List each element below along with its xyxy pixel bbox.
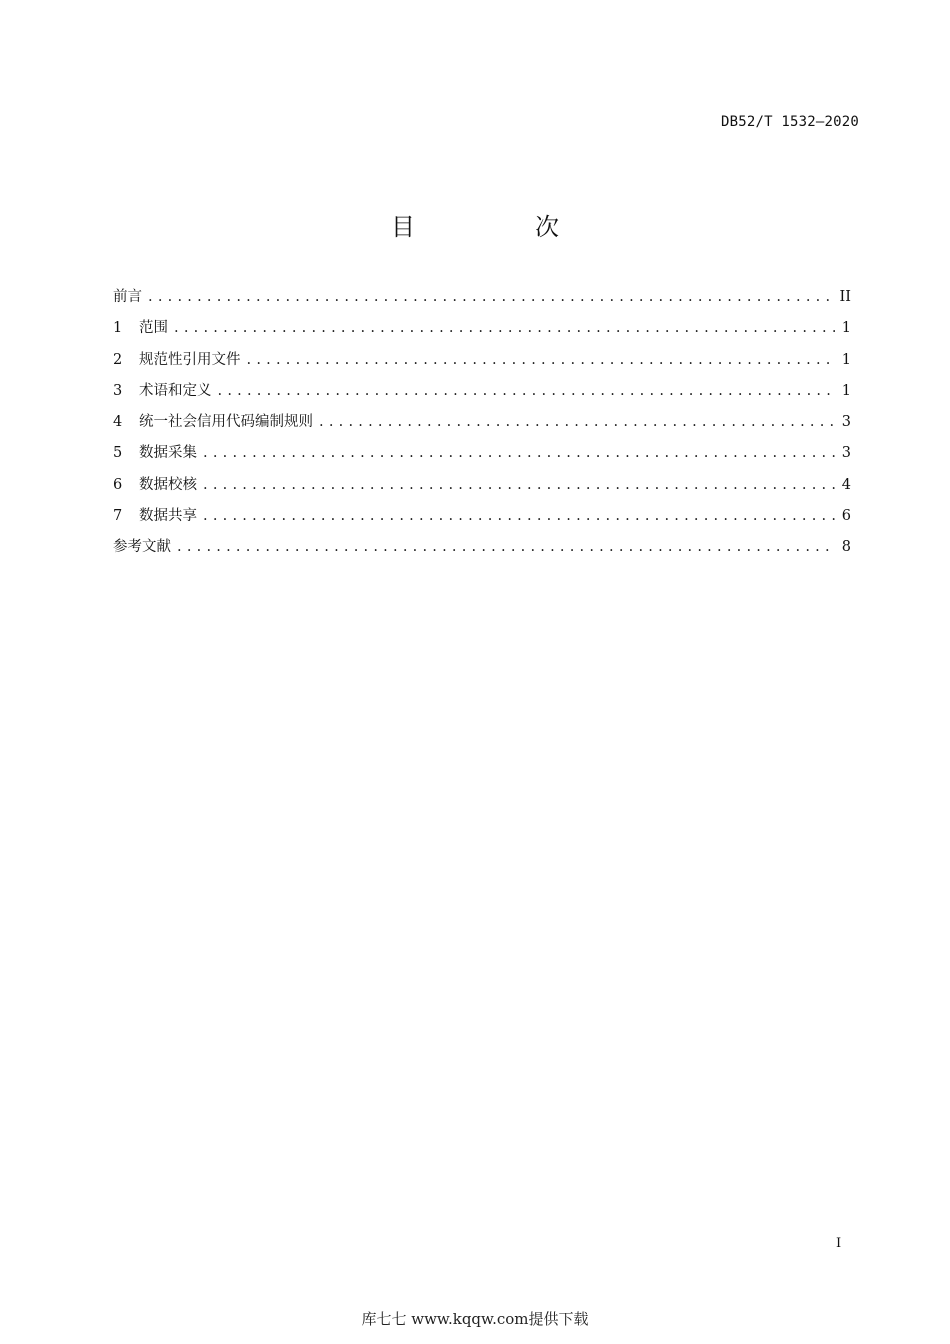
toc-entry-label: 术语和定义 <box>139 382 212 399</box>
toc-entry-number: 5 <box>113 445 123 462</box>
toc-entry-page: 4 <box>841 476 851 493</box>
toc-leader-dots <box>247 349 836 371</box>
table-of-contents <box>113 286 851 568</box>
toc-entry-page: 3 <box>841 445 851 462</box>
toc-entry-number: 4 <box>113 414 123 431</box>
toc-entry-page: 1 <box>841 382 851 399</box>
toc-entry-bibliography[interactable] <box>113 536 851 567</box>
toc-leader-dots <box>203 505 835 527</box>
toc-leader-dots <box>148 286 834 308</box>
toc-entry-data-verification[interactable] <box>113 474 851 505</box>
toc-leader-dots <box>319 411 835 433</box>
toc-entry-number: 3 <box>113 382 123 399</box>
toc-entry-label: 参考文献 <box>113 539 171 556</box>
toc-entry-scope[interactable] <box>113 317 851 348</box>
toc-entry-page: 3 <box>841 414 851 431</box>
toc-entry-data-collection[interactable] <box>113 442 851 473</box>
toc-leader-dots <box>174 317 835 339</box>
toc-entry-coding-rules[interactable] <box>113 411 851 442</box>
toc-entry-normative-references[interactable] <box>113 349 851 380</box>
download-watermark: 库七七 www.kqqw.com提供下载 <box>361 1310 589 1328</box>
toc-entry-label: 数据共享 <box>139 508 197 525</box>
toc-leader-dots <box>203 442 835 464</box>
toc-entry-label: 前言 <box>113 289 142 305</box>
toc-entry-label: 规范性引用文件 <box>139 351 241 368</box>
toc-entry-number: 6 <box>113 476 123 493</box>
toc-entry-page: 1 <box>841 351 851 368</box>
standard-code: DB52/T 1532—2020 <box>720 114 859 130</box>
toc-entry-number: 2 <box>113 351 123 368</box>
toc-entry-data-sharing[interactable] <box>113 505 851 536</box>
toc-entry-number: 1 <box>113 320 123 337</box>
page-title: 目 次 <box>391 213 607 241</box>
toc-leader-dots <box>203 474 835 496</box>
toc-entry-foreword[interactable] <box>113 286 851 317</box>
toc-entry-label: 数据校核 <box>139 476 197 493</box>
toc-entry-page: 1 <box>841 320 851 337</box>
toc-entry-number: 7 <box>113 508 123 525</box>
toc-entry-page: II <box>839 289 851 305</box>
toc-entry-label: 范围 <box>139 320 168 337</box>
page-number: I <box>836 1236 842 1251</box>
toc-entry-page: 8 <box>841 539 851 556</box>
toc-entry-label: 数据采集 <box>139 445 197 462</box>
toc-entry-terms-definitions[interactable] <box>113 380 851 411</box>
toc-leader-dots <box>177 536 835 558</box>
toc-leader-dots <box>218 380 836 402</box>
toc-entry-page: 6 <box>841 508 851 525</box>
toc-entry-label: 统一社会信用代码编制规则 <box>139 414 313 431</box>
